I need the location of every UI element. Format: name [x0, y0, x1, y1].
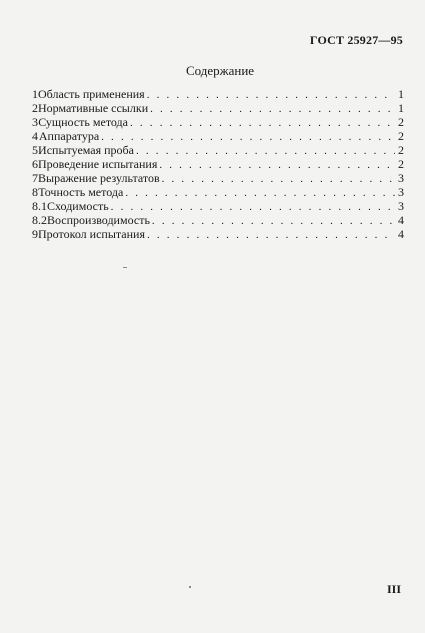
- toc-entry-number: 5: [32, 143, 38, 157]
- toc-entry-title: Протокол испытания: [38, 227, 145, 241]
- toc-entry-title: Проведение испытания: [38, 157, 158, 171]
- toc-entry-number: 3: [32, 115, 38, 129]
- toc-entry-title: Точность метода: [38, 185, 124, 199]
- toc-entry-title: Аппаратура: [38, 129, 100, 143]
- toc-entry-number: 1: [32, 87, 38, 101]
- toc-entry-title: Испытуемая проба: [38, 143, 134, 157]
- dot-leader: [159, 158, 395, 172]
- toc-entry-title: Нормативные ссылки: [38, 101, 149, 115]
- toc-entry-title: Сущность метода: [38, 115, 128, 129]
- toc-entry-number: 8.1: [32, 199, 47, 213]
- toc-entry-number: 9: [32, 227, 38, 241]
- toc-entry-page: 2: [398, 143, 404, 157]
- dot-leader: [130, 116, 395, 130]
- toc-entry-page: 2: [398, 115, 404, 129]
- dot-leader: [147, 228, 395, 242]
- scan-speck: [189, 586, 191, 588]
- toc-entry: [32, 143, 404, 157]
- dot-leader: [111, 200, 395, 214]
- toc-subentry: [32, 199, 404, 213]
- toc-entry-title: Сходимость: [47, 199, 109, 213]
- dot-leader: [147, 88, 395, 102]
- toc-entry-number: 6: [32, 157, 38, 171]
- toc-entry-page: 4: [398, 213, 404, 227]
- toc-entry: [32, 129, 404, 143]
- toc-entry-number: 4: [32, 129, 38, 143]
- toc-entry-page: 3: [398, 171, 404, 185]
- toc-entry: [32, 227, 404, 241]
- document-code: ГОСТ 25927—95: [309, 33, 403, 47]
- toc-entry-number: 7: [32, 171, 38, 185]
- toc-title: Содержание: [185, 63, 255, 78]
- scan-speck: [123, 267, 127, 268]
- toc-entry: [32, 171, 404, 185]
- toc-entry: [32, 185, 404, 199]
- table-of-contents: [32, 87, 404, 241]
- dot-leader: [136, 144, 395, 158]
- toc-entry-number: 8: [32, 185, 38, 199]
- toc-entry-title: Воспроизводимость: [47, 213, 150, 227]
- toc-entry-page: 3: [398, 185, 404, 199]
- toc-entry: [32, 87, 404, 101]
- dot-leader: [101, 130, 395, 144]
- toc-entry-page: 2: [398, 157, 404, 171]
- dot-leader: [150, 102, 395, 116]
- toc-entry: [32, 157, 404, 171]
- toc-entry-title: Выражение результатов: [38, 171, 160, 185]
- toc-entry-page: 3: [398, 199, 404, 213]
- dot-leader: [152, 214, 395, 228]
- dot-leader: [162, 172, 395, 186]
- toc-entry: [32, 115, 404, 129]
- toc-entry-number: 2: [32, 101, 38, 115]
- toc-entry-page: 4: [398, 227, 404, 241]
- toc-entry-number: 8.2: [32, 213, 47, 227]
- page-number: III: [386, 582, 401, 596]
- dot-leader: [125, 186, 395, 200]
- toc-entry-page: 1: [398, 87, 404, 101]
- toc-entry-page: 2: [398, 129, 404, 143]
- toc-entry: [32, 101, 404, 115]
- toc-entry-title: Область применения: [38, 87, 145, 101]
- toc-subentry: [32, 213, 404, 227]
- toc-entry-page: 1: [398, 101, 404, 115]
